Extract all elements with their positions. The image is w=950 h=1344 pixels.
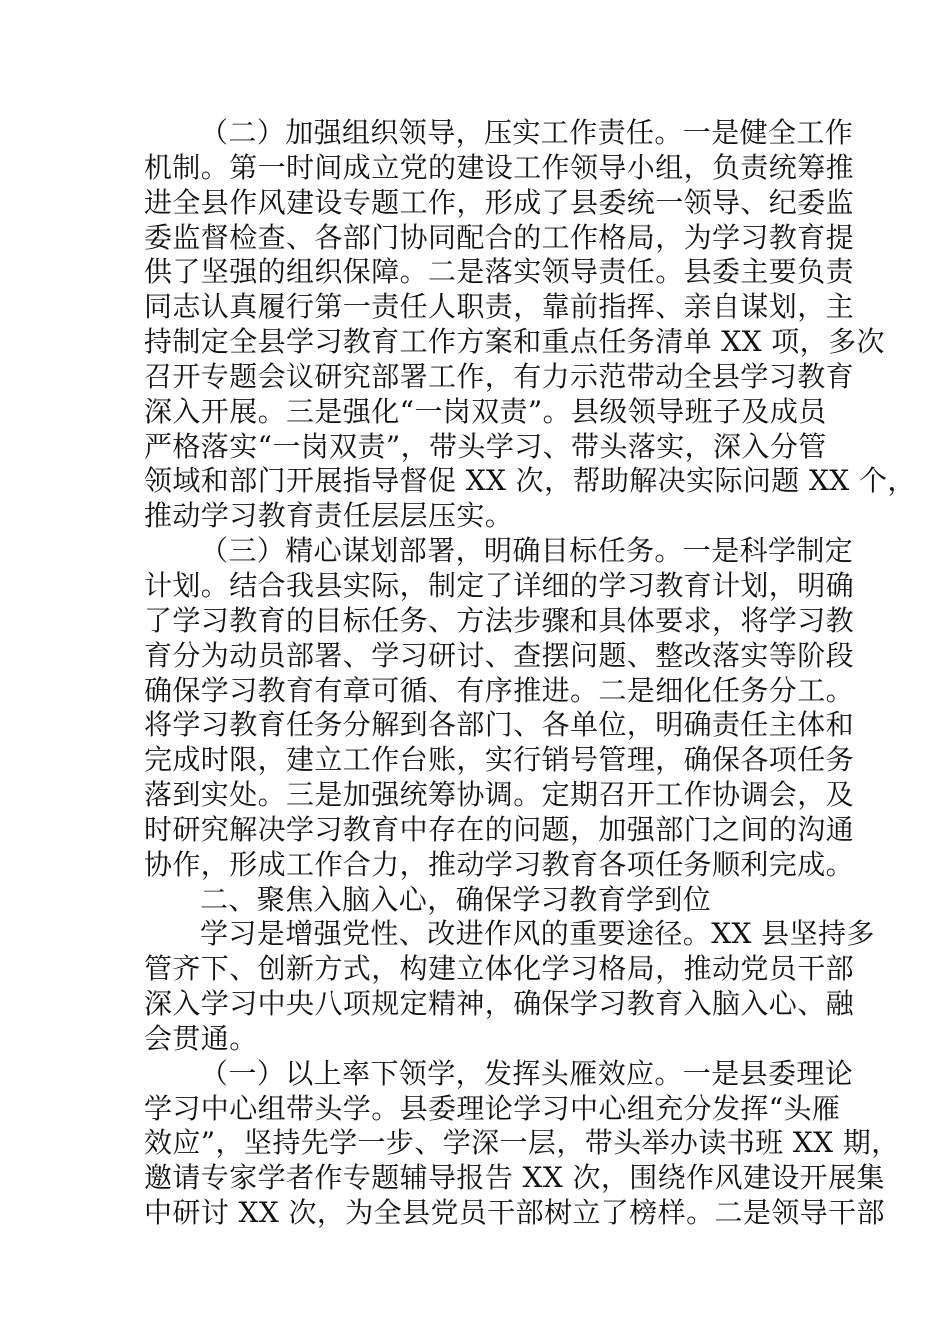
paragraph-line: 领域和部门开展指导督促 XX 次，帮助解决实际问题 XX 个， bbox=[144, 464, 916, 498]
paragraph-line: 机制。第一时间成立党的建设工作领导小组，负责统筹推 bbox=[144, 150, 855, 184]
paragraph-line: 同志认真履行第一责任人职责，靠前指挥、亲自谋划，主 bbox=[144, 290, 855, 324]
paragraph-line: 深入开展。三是强化“一岗双责”。县级领导班子及成员 bbox=[144, 394, 827, 428]
paragraph-line: 将学习教育任务分解到各部门、各单位，明确责任主体和 bbox=[144, 708, 855, 742]
paragraph-line: 确保学习教育有章可循、有序推进。二是细化任务分工。 bbox=[144, 673, 855, 707]
paragraph-line: 协作，形成工作合力，推动学习教育各项任务顺利完成。 bbox=[144, 847, 855, 881]
paragraph-line: 召开专题会议研究部署工作，有力示范带动全县学习教育 bbox=[144, 359, 855, 393]
paragraph-line: 中研讨 XX 次，为全县党员干部树立了榜样。二是领导干部 bbox=[144, 1196, 885, 1230]
paragraph-line: 进全县作风建设专题工作，形成了县委统一领导、纪委监 bbox=[144, 185, 855, 219]
paragraph-line: （二）加强组织领导，压实工作责任。一是健全工作 bbox=[200, 116, 854, 149]
paragraph-line: 持制定全县学习教育工作方案和重点任务清单 XX 项，多次 bbox=[144, 325, 885, 359]
paragraph-line: 深入学习中央八项规定精神，确保学习教育入脑入心、融 bbox=[144, 987, 855, 1021]
paragraph-line: 育分为动员部署、学习研讨、查摆问题、整改落实等阶段 bbox=[144, 638, 855, 672]
paragraph-line: 效应”，坚持先学一步、学深一层，带头举办读书班 XX 期， bbox=[144, 1126, 900, 1160]
paragraph-line: 推动学习教育责任层层压实。 bbox=[144, 499, 514, 533]
paragraph-line: 了学习教育的目标任务、方法步骤和具体要求，将学习教 bbox=[144, 603, 855, 637]
paragraph-line: 时研究解决学习教育中存在的问题，加强部门之间的沟通 bbox=[144, 812, 855, 846]
section-heading: 二、聚焦入脑入心，确保学习教育学到位 bbox=[200, 882, 712, 916]
paragraph-line: 完成时限，建立工作台账，实行销号管理，确保各项任务 bbox=[144, 743, 855, 777]
paragraph-line: 严格落实“一岗双责”，带头学习、带头落实，深入分管 bbox=[144, 429, 827, 463]
paragraph-line: 委监督检查、各部门协同配合的工作格局，为学习教育提 bbox=[144, 220, 855, 254]
paragraph-line: 计划。结合我县实际，制定了详细的学习教育计划，明确 bbox=[144, 568, 855, 602]
paragraph-line: 落到实处。三是加强统筹协调。定期召开工作协调会，及 bbox=[144, 778, 855, 812]
paragraph-line: 邀请专家学者作专题辅导报告 XX 次，围绕作风建设开展集 bbox=[144, 1161, 885, 1195]
paragraph-line: 供了坚强的组织保障。二是落实领导责任。县委主要负责 bbox=[144, 255, 855, 289]
body-text bbox=[144, 116, 916, 1231]
paragraph-line: （一）以上率下领学，发挥头雁效应。一是县委理论 bbox=[200, 1056, 854, 1090]
paragraph-line: （三）精心谋划部署，明确目标任务。一是科学制定 bbox=[200, 534, 854, 568]
paragraph-line: 学习是增强党性、改进作风的重要途径。XX 县坚持多 bbox=[200, 917, 875, 951]
paragraph-line: 会贯通。 bbox=[144, 1021, 258, 1055]
paragraph-line: 学习中心组带头学。县委理论学习中心组充分发挥“头雁 bbox=[144, 1091, 841, 1125]
paragraph-line: 管齐下、创新方式，构建立体化学习格局，推动党员干部 bbox=[144, 952, 855, 986]
